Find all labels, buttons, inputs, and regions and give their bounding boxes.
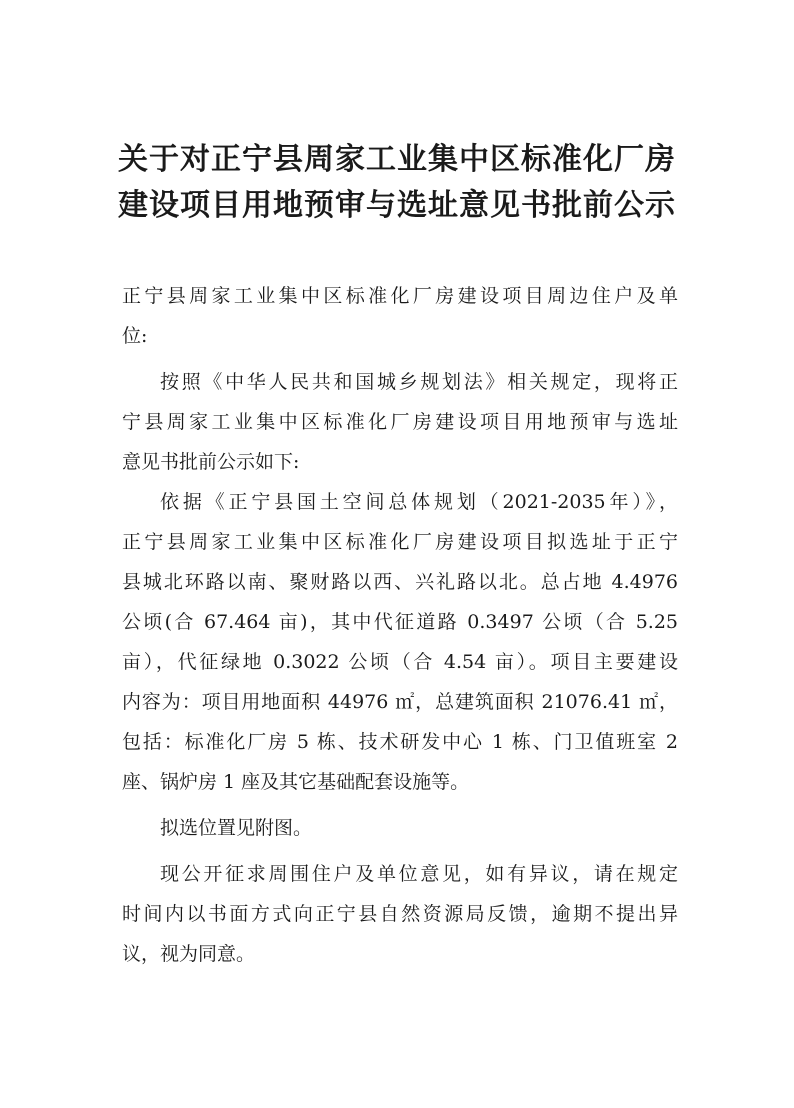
paragraph-2-line-1: 依据《正宁县国土空间总体规划（2021-2035年）》，	[160, 491, 678, 513]
document-title-line-2: 建设项目用地预审与选址意见书批前公示	[118, 188, 676, 223]
paragraph-3-line-1: 拟选位置见附图。	[160, 817, 313, 839]
paragraph-2-line-4: 公顷(合 67.464 亩)，其中代征道路 0.3497 公顷（合 5.25	[122, 611, 678, 633]
paragraph-1-line-1: 按照《中华人民共和国城乡规划法》相关规定，现将正	[160, 371, 678, 393]
paragraph-1-line-3: 意见书批前公示如下:	[122, 451, 300, 473]
paragraph-2-line-6: 内容为：项目用地面积 44976 ㎡，总建筑面积 21076.41 ㎡，	[122, 691, 678, 713]
paragraph-4-line-2: 时间内以书面方式向正宁县自然资源局反馈，逾期不提出异	[122, 903, 678, 925]
addressee-line-1: 正宁县周家工业集中区标准化厂房建设项目周边住户及单	[122, 285, 678, 307]
paragraph-2-line-8: 座、锅炉房 1 座及其它基础配套设施等。	[122, 771, 470, 793]
paragraph-4-line-1: 现公开征求周围住户及单位意见，如有异议，请在规定	[160, 863, 678, 885]
paragraph-1-line-2: 宁县周家工业集中区标准化厂房建设项目用地预审与选址	[122, 411, 678, 433]
addressee-line-2: 位:	[122, 325, 148, 347]
paragraph-4-line-3: 议，视为同意。	[122, 943, 256, 965]
paragraph-2-line-3: 县城北环路以南、聚财路以西、兴礼路以北。总占地 4.4976	[122, 571, 678, 593]
paragraph-2-line-5: 亩），代征绿地 0.3022 公顷（合 4.54 亩）。项目主要建设	[122, 651, 678, 673]
paragraph-2-line-7: 包括：标准化厂房 5 栋、技术研发中心 1 栋、门卫值班室 2	[122, 731, 678, 753]
document-title-line-1: 关于对正宁县周家工业集中区标准化厂房	[118, 142, 676, 177]
paragraph-2-line-2: 正宁县周家工业集中区标准化厂房建设项目拟选址于正宁	[122, 531, 678, 553]
